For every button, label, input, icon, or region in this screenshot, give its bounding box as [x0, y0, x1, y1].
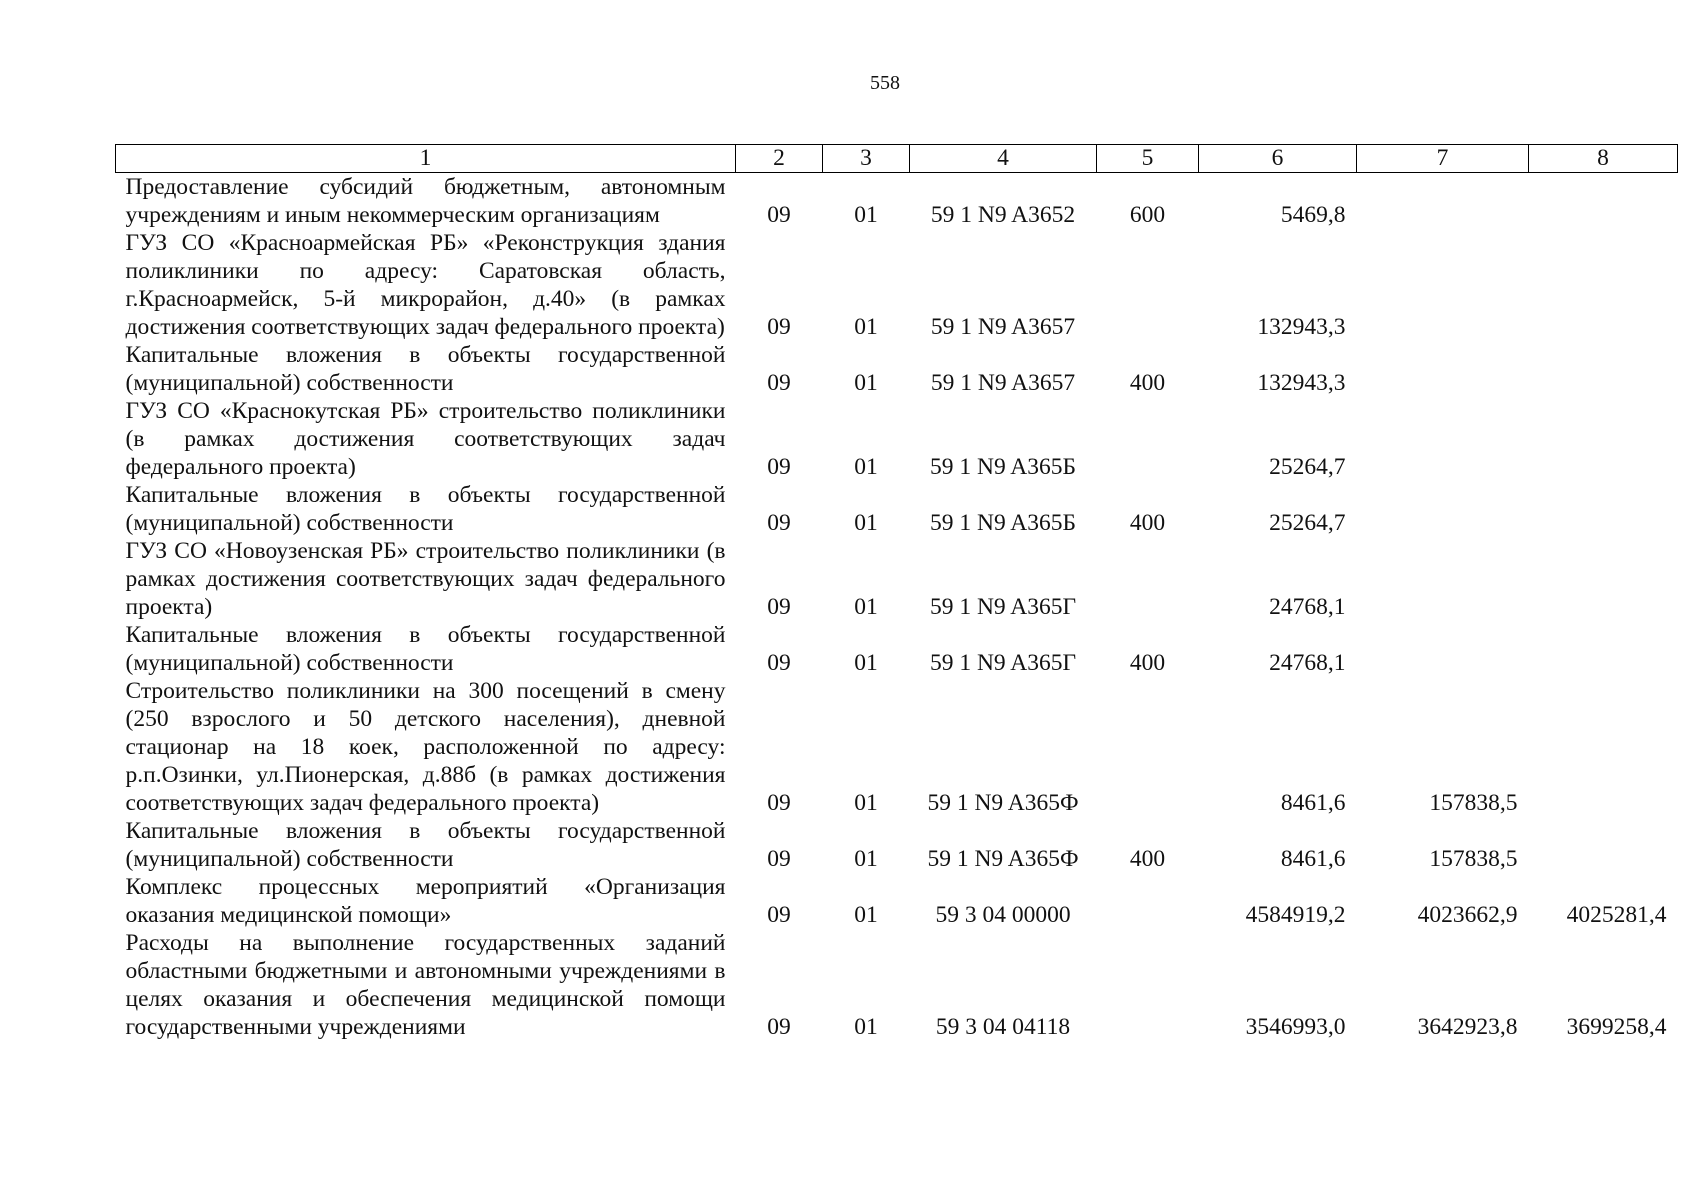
cell-section: 09	[767, 314, 791, 340]
cell-amount-col7	[1357, 173, 1529, 230]
cell-section: 09	[767, 846, 791, 872]
cell-target-code: 59 1 N9 A365Ф	[927, 790, 1079, 816]
cell-expense-type	[1097, 929, 1199, 1041]
cell-section: 09	[767, 790, 791, 816]
cell-expense-type	[1097, 229, 1199, 341]
cell-amount-col6: 132943,3	[1257, 370, 1346, 396]
cell-subsection: 01	[854, 202, 878, 228]
cell-amount-col8	[1529, 677, 1678, 817]
cell-description: Строительство поликлиники на 300 посещений в смену (250 взрослого и 50 детского населения), дневной стационар на 18 коек, расположенной по адресу: р.п.Озинки, ул.Пионерская, д.88б (в рамках достижения соответствующих задач федерального проекта)	[125, 678, 726, 816]
table-row	[116, 537, 1678, 621]
cell-amount-col7	[1357, 229, 1529, 341]
cell-description: ГУЗ СО «Краснокутская РБ» строительство поликлиники (в рамках достижения соответствующих задач федерального проекта)	[125, 398, 726, 480]
cell-amount-col6: 3546993,0	[1245, 1014, 1346, 1040]
budget-table	[115, 144, 1678, 1041]
header-cell-7: 7	[1357, 145, 1529, 173]
table-row	[116, 341, 1678, 397]
cell-amount-col6: 25264,7	[1269, 510, 1346, 536]
header-cell-3: 3	[823, 145, 910, 173]
cell-target-code: 59 1 N9 A365Б	[929, 510, 1076, 536]
table-row	[116, 873, 1678, 929]
table-row	[116, 929, 1678, 1041]
cell-target-code: 59 1 N9 A3652	[930, 202, 1076, 228]
cell-section: 09	[767, 454, 791, 480]
table-row	[116, 817, 1678, 873]
cell-description: ГУЗ СО «Красноармейская РБ» «Реконструкция здания поликлиники по адресу: Саратовская область, г.Красноармейск, 5-й микрорайон, д.40» (в рамках достижения соответствующих задач федерального проекта)	[125, 230, 726, 340]
cell-amount-col8: 4025281,4	[1566, 902, 1667, 928]
cell-subsection: 01	[854, 454, 878, 480]
cell-description: Капитальные вложения в объекты государственной (муниципальной) собственности	[125, 818, 726, 872]
cell-section: 09	[767, 650, 791, 676]
cell-amount-col6: 8461,6	[1280, 846, 1346, 872]
cell-expense-type: 600	[1129, 202, 1166, 228]
cell-target-code: 59 1 N9 A365Г	[929, 650, 1077, 676]
cell-expense-type	[1097, 537, 1199, 621]
cell-description: Капитальные вложения в объекты государственной (муниципальной) собственности	[125, 622, 726, 676]
cell-description: Комплекс процессных мероприятий «Организация оказания медицинской помощи»	[125, 874, 726, 928]
table-header	[116, 145, 1678, 173]
table-row	[116, 173, 1678, 230]
page-number: 558	[870, 72, 900, 94]
cell-amount-col8	[1529, 537, 1678, 621]
cell-amount-col7	[1357, 397, 1529, 481]
cell-expense-type	[1097, 873, 1199, 929]
cell-amount-col6: 4584919,2	[1245, 902, 1346, 928]
cell-amount-col6: 132943,3	[1257, 314, 1346, 340]
cell-amount-col8	[1529, 173, 1678, 230]
header-cell-6: 6	[1199, 145, 1357, 173]
cell-section: 09	[767, 902, 791, 928]
header-cell-8: 8	[1529, 145, 1678, 173]
table-row	[116, 229, 1678, 341]
cell-section: 09	[767, 510, 791, 536]
cell-subsection: 01	[854, 1014, 878, 1040]
cell-description: ГУЗ СО «Новоузенская РБ» строительство поликлиники (в рамках достижения соответствующих задач федерального проекта)	[125, 538, 726, 620]
cell-subsection: 01	[854, 370, 878, 396]
header-cell-1: 1	[116, 145, 736, 173]
cell-amount-col7: 157838,5	[1429, 790, 1518, 816]
cell-amount-col8: 3699258,4	[1566, 1014, 1667, 1040]
cell-expense-type: 400	[1129, 650, 1166, 676]
cell-expense-type	[1097, 677, 1199, 817]
table-row	[116, 397, 1678, 481]
header-cell-5: 5	[1097, 145, 1199, 173]
cell-target-code: 59 1 N9 A365Б	[929, 454, 1076, 480]
cell-target-code: 59 1 N9 A365Г	[929, 594, 1077, 620]
cell-expense-type: 400	[1129, 510, 1166, 536]
cell-description: Капитальные вложения в объекты государственной (муниципальной) собственности	[125, 482, 726, 536]
table-row	[116, 621, 1678, 677]
cell-amount-col7: 157838,5	[1429, 846, 1518, 872]
cell-amount-col6: 24768,1	[1269, 650, 1346, 676]
table-row	[116, 677, 1678, 817]
cell-target-code: 59 1 N9 A3657	[930, 370, 1076, 396]
cell-target-code: 59 1 N9 A3657	[930, 314, 1076, 340]
cell-amount-col8	[1529, 341, 1678, 397]
header-row	[116, 145, 1678, 173]
cell-amount-col7	[1357, 537, 1529, 621]
cell-target-code: 59 1 N9 A365Ф	[927, 846, 1079, 872]
cell-description: Расходы на выполнение государственных заданий областными бюджетными и автономными учреждениями в целях оказания и обеспечения медицинской помощи государственными учреждениями	[125, 930, 726, 1040]
header-cell-2: 2	[736, 145, 823, 173]
cell-amount-col7	[1357, 481, 1529, 537]
cell-subsection: 01	[854, 790, 878, 816]
cell-target-code: 59 3 04 04118	[935, 1014, 1071, 1040]
cell-description: Капитальные вложения в объекты государственной (муниципальной) собственности	[125, 342, 726, 396]
cell-amount-col7: 4023662,9	[1417, 902, 1518, 928]
cell-subsection: 01	[854, 650, 878, 676]
cell-section: 09	[767, 594, 791, 620]
cell-amount-col8	[1529, 481, 1678, 537]
table-row	[116, 481, 1678, 537]
cell-amount-col8	[1529, 621, 1678, 677]
cell-amount-col8	[1529, 817, 1678, 873]
cell-subsection: 01	[854, 594, 878, 620]
cell-section: 09	[767, 202, 791, 228]
cell-amount-col6: 24768,1	[1269, 594, 1346, 620]
cell-section: 09	[767, 1014, 791, 1040]
header-cell-4: 4	[910, 145, 1097, 173]
cell-amount-col8	[1529, 229, 1678, 341]
cell-section: 09	[767, 370, 791, 396]
cell-amount-col6: 25264,7	[1269, 454, 1346, 480]
cell-subsection: 01	[854, 314, 878, 340]
cell-amount-col7: 3642923,8	[1417, 1014, 1518, 1040]
cell-subsection: 01	[854, 510, 878, 536]
cell-subsection: 01	[854, 902, 878, 928]
cell-amount-col7	[1357, 341, 1529, 397]
table-body	[116, 173, 1678, 1042]
cell-amount-col7	[1357, 621, 1529, 677]
cell-amount-col6: 8461,6	[1280, 790, 1346, 816]
cell-amount-col6: 5469,8	[1280, 202, 1346, 228]
cell-target-code: 59 3 04 00000	[935, 902, 1071, 928]
cell-expense-type: 400	[1129, 370, 1166, 396]
cell-subsection: 01	[854, 846, 878, 872]
cell-expense-type: 400	[1129, 846, 1166, 872]
cell-amount-col8	[1529, 397, 1678, 481]
cell-description: Предоставление субсидий бюджетным, автономным учреждениям и иным некоммерческим организациям	[125, 174, 726, 228]
cell-expense-type	[1097, 397, 1199, 481]
